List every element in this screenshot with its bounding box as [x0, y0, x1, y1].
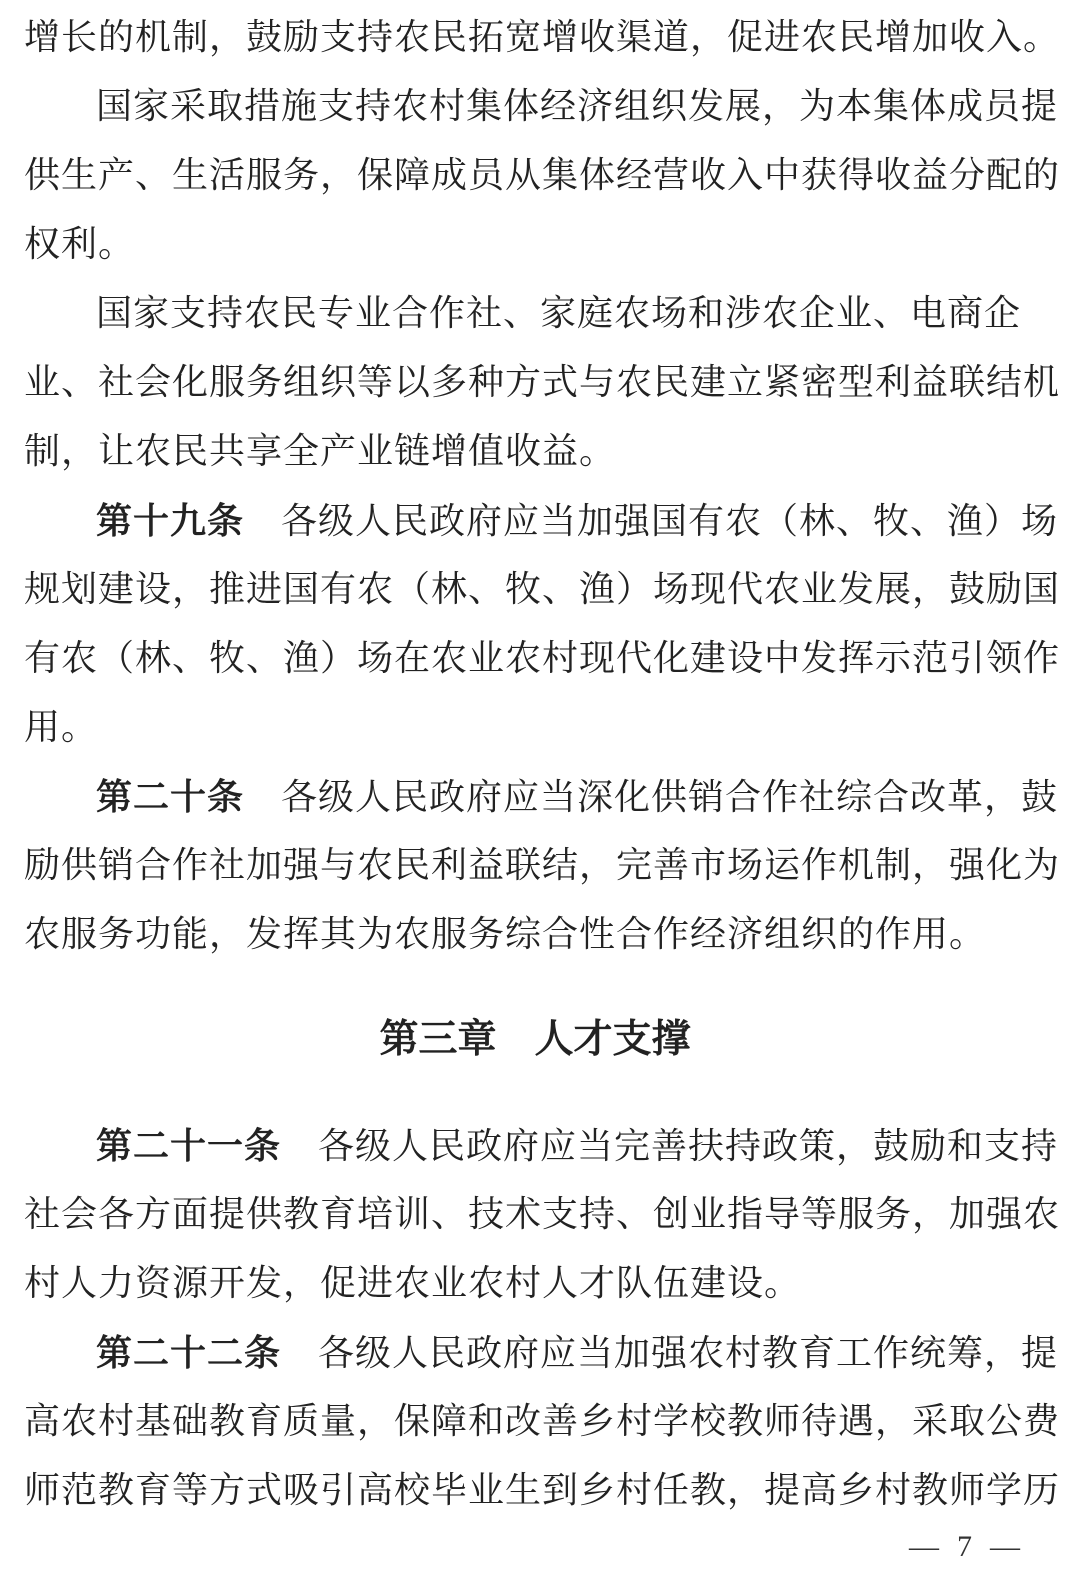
- text-line: 师范教育等方式吸引高校毕业生到乡村任教，提高乡村教师学历: [24, 1470, 1061, 1510]
- text-line: 用。: [24, 707, 99, 747]
- text-line: 规划建设，推进国有农（林、牧、渔）场现代农业发展，鼓励国: [24, 569, 1061, 609]
- line-text: 各级人民政府应当完善扶持政策，鼓励和支持: [281, 1126, 1059, 1166]
- text-line: 国家支持农民专业合作社、家庭农场和涉农企业、电商企: [96, 293, 1022, 333]
- line-text: 各级人民政府应当深化供销合作社综合改革，鼓: [244, 777, 1059, 817]
- article-number: 第二十二条: [96, 1332, 282, 1373]
- text-line: 村人力资源开发，促进农业农村人才队伍建设。: [24, 1263, 802, 1303]
- text-line: 农服务功能，发挥其为农服务综合性合作经济组织的作用。: [24, 914, 987, 954]
- line-text: 各级人民政府应当加强农村教育工作统筹，提: [281, 1333, 1059, 1373]
- text-line: 业、社会化服务组织等以多种方式与农民建立紧密型利益联结机: [24, 362, 1061, 402]
- chapter-number: 第三章: [379, 1018, 497, 1061]
- footer-dash-right: —: [990, 1530, 1020, 1563]
- text-line: [24, 1111, 1059, 1180]
- text-line: 社会各方面提供教育培训、技术支持、创业指导等服务，加强农: [24, 1194, 1061, 1234]
- text-line: 供生产、生活服务，保障成员从集体经营收入中获得收益分配的: [24, 155, 1061, 195]
- text-line: [24, 486, 1059, 555]
- chapter-title: 人才支撑: [534, 1018, 691, 1061]
- chapter-heading: [24, 1005, 1046, 1074]
- article-number: 第十九条: [96, 500, 245, 541]
- text-line: 增长的机制，鼓励支持农民拓宽增收渠道，促进农民增加收入。: [24, 17, 1061, 57]
- page-footer: [909, 1530, 1020, 1564]
- article-number: 第二十一条: [96, 1125, 282, 1166]
- page-number: 7: [957, 1530, 972, 1563]
- text-line: 高农村基础教育质量，保障和改善乡村学校教师待遇，采取公费: [24, 1401, 1061, 1441]
- text-line: [24, 762, 1059, 831]
- text-line: 励供销合作社加强与农民利益联结，完善市场运作机制，强化为: [24, 845, 1061, 885]
- footer-dash-left: —: [909, 1530, 939, 1563]
- article-number: 第二十条: [96, 776, 245, 817]
- text-block: [24, 3, 1061, 1525]
- line-text: 各级人民政府应当加强国有农（林、牧、渔）场: [244, 501, 1059, 541]
- text-line: 权利。: [24, 224, 136, 264]
- text-line: 有农（林、牧、渔）场在农业农村现代化建设中发挥示范引领作: [24, 638, 1061, 678]
- text-line: 国家采取措施支持农村集体经济组织发展，为本集体成员提: [96, 86, 1059, 126]
- text-line: [24, 1318, 1059, 1387]
- text-line: 制，让农民共享全产业链增值收益。: [24, 431, 617, 471]
